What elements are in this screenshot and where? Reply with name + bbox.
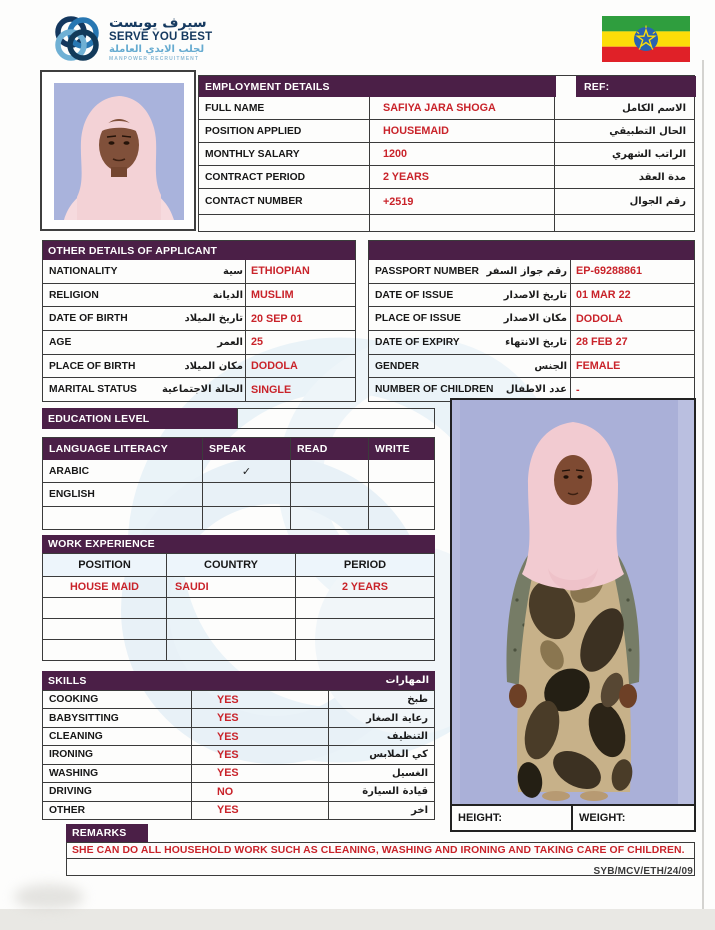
field-label-arabic: الحالة الاجتماعية	[161, 384, 243, 396]
speak-check	[203, 483, 291, 505]
field-label-arabic: مدة العقد	[638, 171, 686, 183]
skill-value: YES	[192, 746, 329, 763]
field-value: ETHIOPIAN	[251, 265, 310, 278]
field-label: MARITAL STATUS	[49, 384, 137, 396]
employment-row	[199, 120, 694, 143]
country-cell	[167, 598, 296, 618]
column-header: SPEAK	[203, 438, 291, 460]
skill-row	[43, 802, 434, 819]
column-header: WRITE	[369, 438, 434, 460]
agency-tagline-arabic: لجلب الايدي العاملة	[109, 43, 205, 55]
skill-row	[43, 691, 434, 709]
skill-label-arabic: رعاية الصغار	[366, 712, 428, 724]
column-header: PERIOD	[343, 559, 387, 571]
language-name	[43, 507, 203, 529]
skill-label: CLEANING	[43, 728, 192, 745]
remarks-text-box	[66, 842, 695, 859]
field-label-arabic: العمر	[217, 336, 243, 348]
field-label: DATE OF EXPIRY	[375, 336, 460, 348]
other-details-header: OTHER DETAILS OF APPLICANT	[43, 241, 355, 260]
skill-row	[43, 765, 434, 783]
portrait-photo-frame	[40, 70, 196, 231]
field-label: FULL NAME	[205, 102, 265, 114]
detail-row	[369, 355, 694, 379]
measurements-row	[450, 806, 696, 832]
detail-row	[43, 307, 355, 331]
skills-title-arabic: المهارات	[385, 675, 429, 686]
ref-header: REF:	[576, 76, 696, 97]
height-label: HEIGHT:	[452, 806, 573, 830]
skill-label: COOKING	[43, 691, 192, 708]
employment-row	[199, 166, 694, 189]
read-check	[291, 483, 369, 505]
document-ref-code: SYB/MCV/ETH/24/09	[593, 866, 693, 877]
remarks-header: REMARKS	[66, 824, 148, 842]
agency-name-english: SERVE YOU BEST	[109, 30, 213, 43]
experience-row	[43, 598, 434, 619]
field-value: SAFIYA JARA SHOGA	[383, 102, 496, 114]
field-label: DATE OF ISSUE	[375, 289, 454, 301]
field-label: AGE	[49, 336, 72, 348]
field-value: EP-69288861	[576, 265, 643, 278]
country-cell	[167, 619, 296, 639]
read-check	[291, 460, 369, 482]
field-label-arabic: الاسم الكامل	[622, 102, 686, 114]
field-value: -	[576, 383, 580, 396]
field-label: CONTRACT PERIOD	[205, 171, 306, 183]
column-header: POSITION	[43, 554, 167, 576]
position-cell	[43, 598, 167, 618]
skill-label-arabic: اخر	[411, 804, 428, 816]
employment-details-header: EMPLOYMENT DETAILS	[199, 76, 556, 97]
full-body-photo-frame	[450, 398, 696, 806]
field-value: 01 MAR 22	[576, 289, 631, 301]
position-cell	[43, 640, 167, 660]
detail-row	[43, 284, 355, 308]
read-check	[291, 507, 369, 529]
skill-value: NO	[192, 783, 329, 800]
field-label-arabic: مكان الاصدار	[503, 313, 567, 325]
experience-row	[43, 619, 434, 640]
agency-name-arabic: سيرف يوبست	[109, 14, 207, 31]
field-label-arabic: رقم الجوال	[629, 196, 686, 207]
weight-label: WEIGHT:	[579, 812, 626, 824]
field-label: PLACE OF ISSUE	[375, 313, 461, 325]
field-label: POSITION APPLIED	[205, 125, 302, 137]
experience-row	[43, 640, 434, 660]
language-row	[43, 460, 434, 483]
field-value: FEMALE	[576, 360, 621, 373]
detail-row	[43, 378, 355, 401]
language-row	[43, 507, 434, 529]
portrait-photo	[54, 83, 184, 220]
field-label-arabic: رقم جواز السفر	[486, 265, 567, 277]
field-label-arabic: الجنس	[534, 360, 567, 372]
other-details-left-table	[42, 240, 356, 402]
employment-row	[199, 189, 694, 215]
skill-value: YES	[192, 728, 329, 745]
field-value: +2519	[383, 195, 414, 208]
skill-label: WASHING	[43, 765, 192, 782]
education-level-value	[237, 408, 435, 429]
employment-row	[199, 143, 694, 166]
detail-row	[43, 355, 355, 379]
period-cell: 2 YEARS	[341, 581, 388, 593]
country-cell	[167, 640, 296, 660]
field-value: 25	[251, 336, 264, 349]
remarks-text: SHE CAN DO ALL HOUSEHOLD WORK SUCH AS CLEANING, WASHING AND IRONING AND TAKING CARE OF CHILDREN.	[72, 845, 685, 856]
skill-value: YES	[192, 691, 329, 708]
detail-row	[369, 331, 694, 355]
field-label: CONTACT NUMBER	[205, 196, 303, 207]
field-value: HOUSEMAID	[383, 125, 449, 137]
field-value: 28 FEB 27	[576, 336, 628, 349]
field-label: MONTHLY SALARY	[205, 148, 300, 160]
skill-label-arabic: طبخ	[407, 694, 428, 706]
detail-row	[369, 260, 694, 284]
skill-label: IRONING	[43, 746, 192, 763]
field-label-arabic: تاريخ الميلاد	[184, 313, 243, 325]
field-label: NUMBER OF CHILDREN	[375, 384, 494, 396]
field-label-arabic: مكان الميلاد	[184, 360, 243, 372]
speak-check: ✓	[203, 460, 291, 482]
field-value: 1200	[383, 148, 408, 160]
language-name: ARABIC	[43, 460, 203, 482]
skill-label: BABYSITTING	[43, 709, 192, 726]
field-value: 2 YEARS	[383, 171, 430, 183]
skill-row	[43, 783, 434, 801]
field-label: PLACE OF BIRTH	[49, 360, 136, 372]
other-details-right-table	[368, 240, 695, 402]
field-value: DODOLA	[576, 312, 623, 325]
field-label: GENDER	[375, 360, 420, 372]
skill-label-arabic: قيادة السيارة	[362, 786, 428, 798]
agency-tagline-english: MANPOWER RECRUITMENT	[109, 55, 200, 62]
ethiopia-flag	[602, 16, 690, 62]
field-label: RELIGION	[49, 289, 99, 301]
country-cell: SAUDI	[167, 577, 296, 597]
column-header: COUNTRY	[167, 554, 296, 576]
field-label-arabic: عدد الاطفال	[505, 384, 567, 396]
detail-row	[43, 260, 355, 284]
speak-check	[203, 507, 291, 529]
skills-title: SKILLS	[48, 674, 87, 687]
detail-row	[369, 284, 694, 308]
language-name: ENGLISH	[43, 483, 203, 505]
field-value: 20 SEP 01	[251, 312, 303, 325]
work-experience-header: WORK EXPERIENCE	[42, 535, 435, 553]
skill-label: DRIVING	[43, 783, 192, 800]
full-body-photo	[452, 400, 694, 804]
field-label-arabic: الحال التطبيقي	[609, 125, 686, 137]
employment-details-table	[198, 75, 695, 232]
skill-value: YES	[192, 765, 329, 782]
field-label: DATE OF BIRTH	[49, 313, 128, 325]
skills-table	[42, 690, 435, 820]
experience-row	[43, 577, 434, 598]
field-label: PASSPORT NUMBER	[375, 265, 479, 277]
position-cell	[43, 619, 167, 639]
scan-edge-right	[702, 60, 704, 910]
skill-label: OTHER	[43, 802, 192, 819]
field-value: SINGLE	[251, 383, 292, 396]
employment-row	[199, 97, 694, 120]
detail-row	[43, 331, 355, 355]
skill-label-arabic: كي الملابس	[369, 749, 428, 761]
skill-label-arabic: الغسيل	[391, 767, 428, 779]
field-label: NATIONALITY	[49, 265, 118, 277]
field-label-arabic: تاريخ الانتهاء	[505, 336, 567, 348]
agency-logo	[50, 12, 212, 66]
scan-smudge	[14, 884, 84, 910]
detail-row	[369, 307, 694, 331]
agency-logo-icon	[50, 12, 104, 66]
work-experience-table	[42, 553, 435, 661]
column-header: READ	[291, 438, 369, 460]
skill-row	[43, 728, 434, 746]
field-value: DODOLA	[251, 360, 298, 373]
language-literacy-table	[42, 437, 435, 530]
scan-edge-bottom	[0, 909, 715, 930]
column-header: LANGUAGE LITERACY	[43, 438, 203, 460]
skill-value: YES	[192, 802, 329, 819]
field-label-arabic: الراتب الشهري	[612, 148, 686, 160]
skill-value: YES	[192, 709, 329, 726]
skill-label-arabic: التنظيف	[386, 731, 428, 743]
skills-header	[42, 671, 435, 690]
other-details-right-header	[369, 241, 694, 260]
field-label-arabic: الديانة	[212, 289, 243, 301]
education-level-header: EDUCATION LEVEL	[42, 408, 237, 429]
field-label-arabic: تاريخ الاصدار	[503, 289, 567, 301]
field-value: MUSLIM	[251, 289, 294, 301]
language-row	[43, 483, 434, 506]
skill-row	[43, 709, 434, 727]
position-cell: HOUSE MAID	[43, 577, 167, 597]
field-label-arabic: سية	[223, 265, 243, 277]
skill-row	[43, 746, 434, 764]
